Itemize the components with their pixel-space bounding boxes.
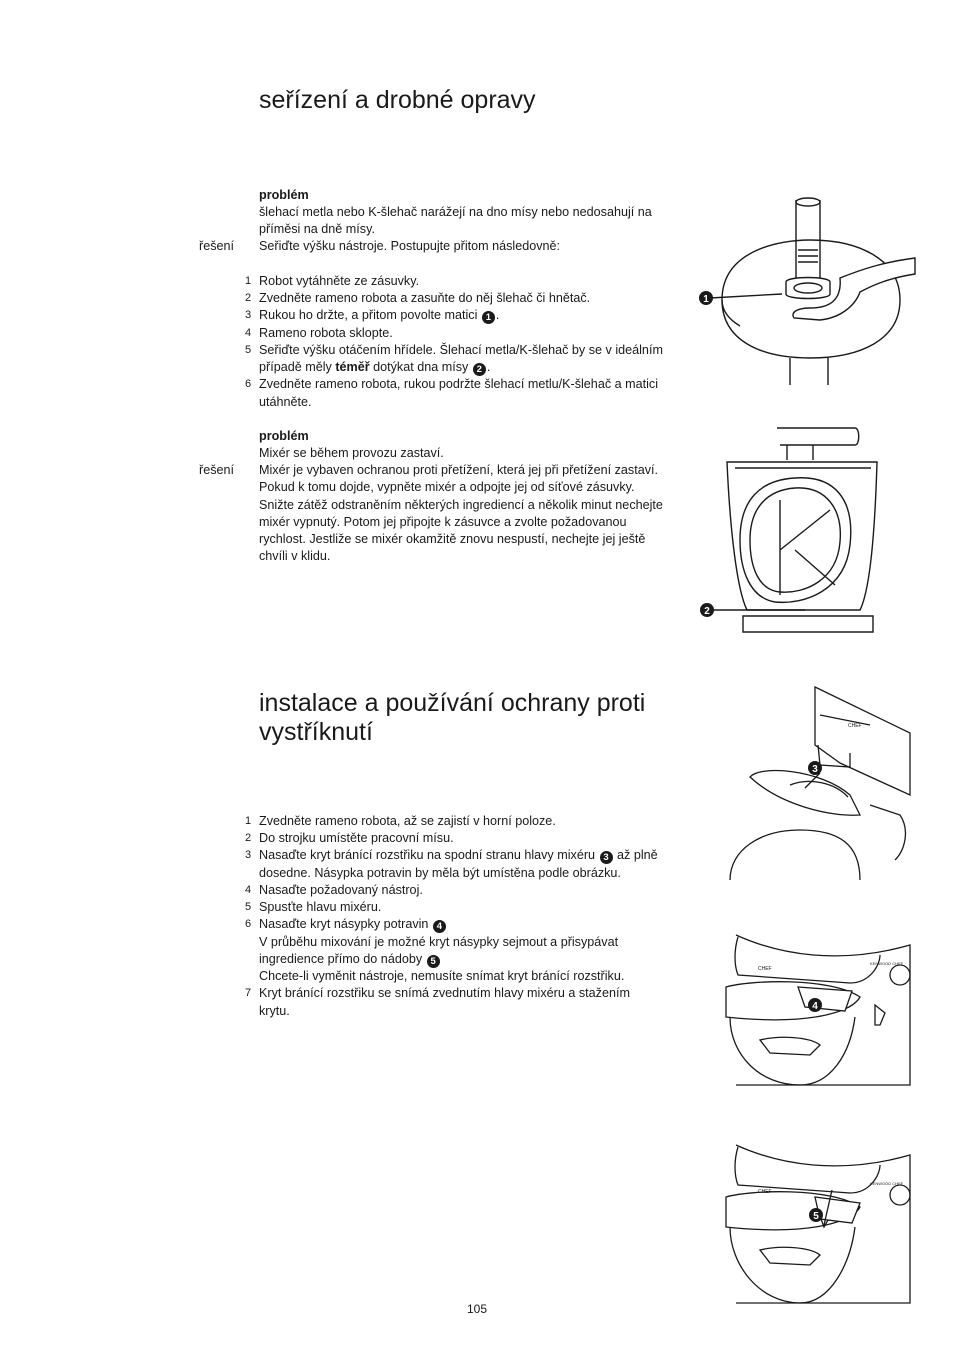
step-number: 5 xyxy=(245,344,252,356)
step-text: dosedne. Násypka potravin by měla být umístěna podle obrázku. xyxy=(259,866,621,880)
step-text: Zvedněte rameno robota, rukou podržte šlehací metlu/K-šlehač a matici xyxy=(259,377,659,391)
step-text: Spusťte hlavu mixéru. xyxy=(259,900,382,914)
step-number: 7 xyxy=(245,987,252,999)
section-title-splash-guard: vystříknutí xyxy=(259,718,373,746)
solution-text: Mixér je vybaven ochranou proti přetížení, která jej při přetížení zastaví. xyxy=(259,463,658,477)
step-text: Nasaďte kryt bránící rozstřiku na spodní stranu hlavy mixéru xyxy=(259,848,596,862)
figure-spanner-nut xyxy=(690,190,920,385)
step-text: krytu. xyxy=(259,1004,290,1018)
solution-text: Snižte zátěž odstraněním některých ingrediencí a několik minut nechejte xyxy=(259,498,663,512)
step-text: případě měly xyxy=(259,360,332,374)
section-title-adjustments: seřízení a drobné opravy xyxy=(259,86,536,114)
step-text: dotýkat dna mísy xyxy=(373,360,469,374)
problem-text: šlehací metla nebo K-šlehač narážejí na dno mísy nebo nedosahují na xyxy=(259,205,652,219)
problem-label: problém xyxy=(259,188,309,202)
callout-badge: 1 xyxy=(482,311,495,324)
step-text: Nasaďte požadovaný nástroj. xyxy=(259,883,423,897)
step-text: Nasaďte kryt násypky potravin xyxy=(259,917,429,931)
step-text: V průběhu mixování je možné kryt násypky sejmout a přisypávat xyxy=(259,935,619,949)
step-number: 5 xyxy=(245,901,252,913)
brand-label: KENWOOD CHEF xyxy=(870,961,904,966)
step-text: Rukou ho držte, a přitom povolte matici xyxy=(259,308,478,322)
figure-splash-guard-attach xyxy=(720,685,912,880)
step-text: Zvedněte rameno robota a zasuňte do něj šlehač či hnětač. xyxy=(259,291,591,305)
section-title-splash-guard: instalace a používání ochrany proti xyxy=(259,689,646,717)
step-number: 2 xyxy=(245,292,252,304)
problem-text: příměsi na dně mísy. xyxy=(259,222,375,236)
step-number: 4 xyxy=(245,884,252,896)
solution-text: mixér vypnutý. Potom jej připojte k zásuvce a zvolte požadovanou xyxy=(259,515,627,529)
callout-number: 5 xyxy=(813,1211,819,1222)
callout-badge: 2 xyxy=(473,363,486,376)
callout-badge: 5 xyxy=(427,955,440,968)
figure-bowl-beater xyxy=(695,420,895,638)
page-number: 105 xyxy=(466,1302,488,1316)
step-text: Chcete-li vyměnit nástroje, nemusíte snímat kryt bránící rozstřiku. xyxy=(259,969,625,983)
step-text: utáhněte. xyxy=(259,395,312,409)
brand-label: CHEF xyxy=(848,723,862,729)
callout-number: 1 xyxy=(703,294,709,305)
emphasis: téměř xyxy=(335,360,370,374)
step-text: Rameno robota sklopte. xyxy=(259,326,393,340)
step-text: Do strojku umístěte pracovní mísu. xyxy=(259,831,454,845)
problem-text: Mixér se během provozu zastaví. xyxy=(259,446,444,460)
step-number: 1 xyxy=(245,815,252,827)
brand-label: CHEF xyxy=(758,966,772,972)
solution-text: Pokud k tomu dojde, vypněte mixér a odpojte jej od síťové zásuvky. xyxy=(259,480,635,494)
brand-label: CHEF xyxy=(758,1189,772,1195)
solution-text: chvíli v klidu. xyxy=(259,549,331,563)
callout-number: 3 xyxy=(812,764,818,775)
problem-label: problém xyxy=(259,429,309,443)
step-text: Seřiďte výšku otáčením hřídele. Šlehací metla/K-šlehač by se v ideálním xyxy=(259,343,663,357)
callout-number: 2 xyxy=(704,606,710,617)
step-item xyxy=(259,359,689,376)
punctuation: . xyxy=(486,360,491,374)
step-text: ingredience přímo do nádoby xyxy=(259,952,423,966)
step-number: 3 xyxy=(245,309,252,321)
callout-badge: 3 xyxy=(600,851,613,864)
brand-label: KENWOOD CHEF xyxy=(870,1181,904,1186)
step-text: Robot vytáhněte ze zásuvky. xyxy=(259,274,420,288)
solution-text: Seřiďte výšku nástroje. Postupujte přitom následovně: xyxy=(259,239,561,253)
callout-number: 4 xyxy=(812,1001,818,1012)
punctuation: . xyxy=(495,308,500,322)
step-text: Zvedněte rameno robota, až se zajistí v horní poloze. xyxy=(259,814,556,828)
step-item xyxy=(259,951,689,968)
solution-label: řešení xyxy=(199,463,235,477)
step-item xyxy=(259,847,689,864)
step-item xyxy=(259,916,689,933)
step-number: 1 xyxy=(245,275,252,287)
figure-feed-chute-cover xyxy=(720,925,912,1095)
step-number: 6 xyxy=(245,378,252,390)
step-number: 2 xyxy=(245,832,252,844)
step-number: 6 xyxy=(245,918,252,930)
step-text: až plně xyxy=(617,848,658,862)
step-number: 4 xyxy=(245,327,252,339)
figure-remove-feed-cover xyxy=(720,1135,912,1305)
step-text: Kryt bránící rozstřiku se snímá zvednutím hlavy mixéru a stažením xyxy=(259,986,630,1000)
step-item xyxy=(259,307,689,324)
solution-text: rychlost. Jestliže se mixér okamžitě znovu nespustí, nechejte jej ještě xyxy=(259,532,646,546)
step-number: 3 xyxy=(245,849,252,861)
solution-label: řešení xyxy=(199,239,235,253)
callout-badge: 4 xyxy=(433,920,446,933)
